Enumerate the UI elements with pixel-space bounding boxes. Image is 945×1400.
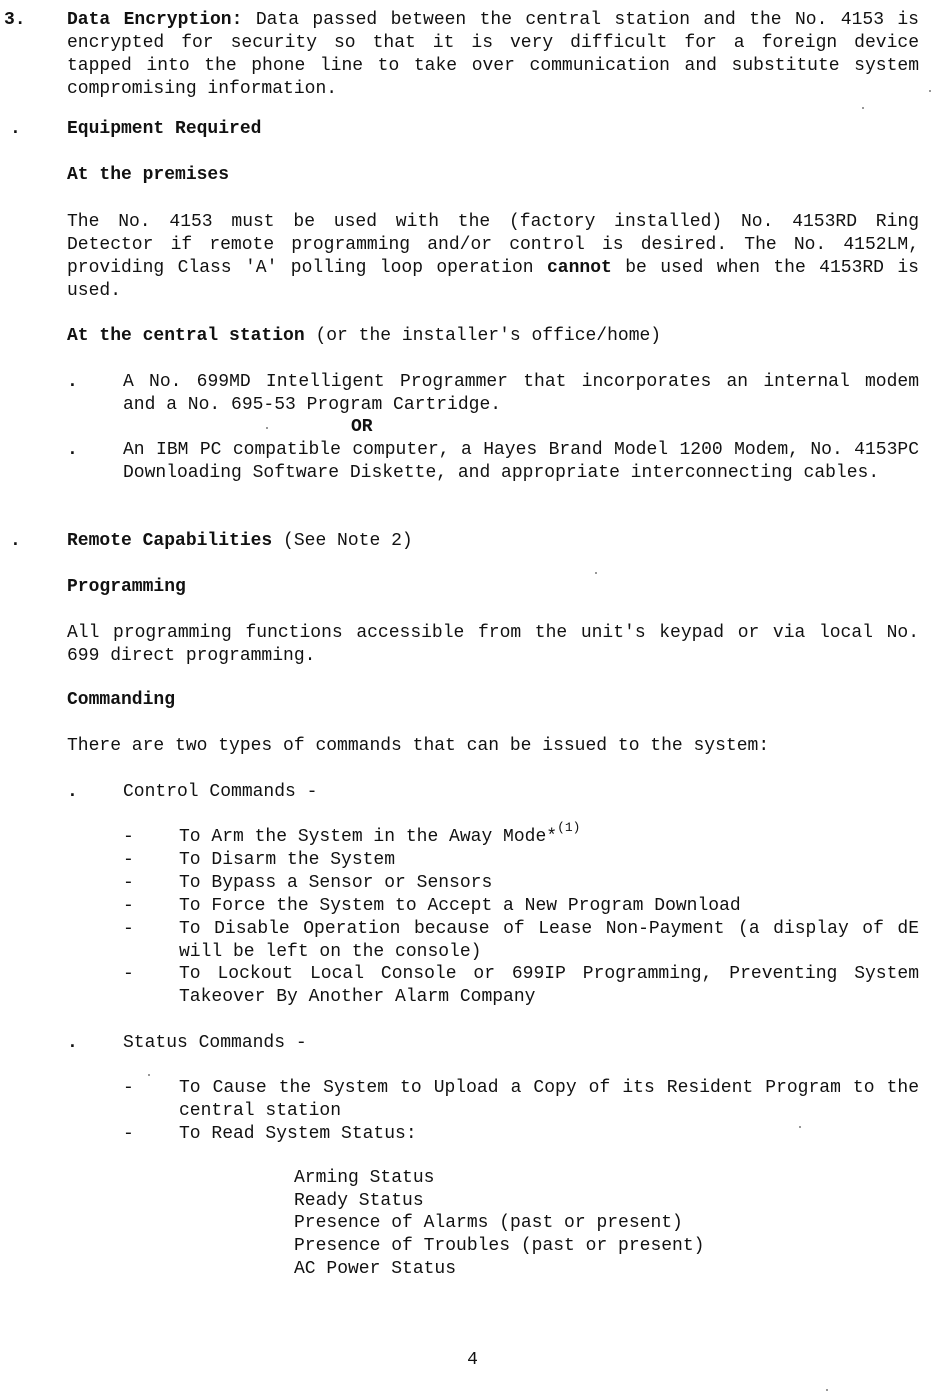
list-item: To Lockout Local Console or 699IP Programming, Preventing System Takeover By Another Alarm Company	[179, 964, 919, 1007]
scan-speck	[862, 107, 864, 109]
option-ibm-pc: An IBM PC compatible computer, a Hayes Brand Model 1200 Modem, No. 4153PC Downloading Software Diskette, and appropriate interconnecting cables.	[123, 440, 919, 483]
list-item: To Disarm the System	[179, 850, 396, 870]
list-item: To Force the System to Accept a New Program Download	[179, 896, 741, 916]
list-item: To Arm the System in the Away Mode*$^{(1)}$	[179, 820, 581, 847]
central-station-heading: At the central station	[67, 326, 305, 346]
control-commands-label: Control Commands -	[123, 782, 318, 802]
status-list-item: Presence of Alarms (past or present)	[294, 1213, 683, 1233]
section-number: 3.	[4, 10, 26, 30]
dash-marker: -	[123, 1078, 134, 1098]
bullet-marker: .	[10, 531, 21, 551]
at-premises-heading: At the premises	[67, 165, 230, 185]
equipment-required-heading: Equipment Required	[67, 119, 262, 139]
data-encryption-paragraph	[67, 9, 919, 101]
premises-text-2: be used when the 4153RD is used.	[67, 258, 919, 301]
scan-speck	[148, 1074, 150, 1076]
status-commands-label: Status Commands -	[123, 1033, 307, 1053]
scan-speck	[929, 90, 931, 92]
central-station-line	[67, 325, 661, 348]
premises-text-cannot: cannot	[547, 258, 612, 278]
scan-speck	[595, 572, 597, 574]
bullet-marker: .	[67, 372, 78, 392]
dash-marker: -	[123, 1124, 134, 1144]
commanding-paragraph: There are two types of commands that can be issued to the system:	[67, 736, 770, 756]
programming-heading: Programming	[67, 577, 186, 597]
premises-text-1: The No. 4153 must be used with the (factory installed) No. 4153RD Ring Detector if remote programming and/or control is desired. The No. 4152LM, providing Class 'A' polling loop operation	[67, 212, 919, 278]
remote-capabilities-heading: Remote Capabilities	[67, 531, 273, 551]
bullet-marker: .	[67, 782, 78, 802]
premises-paragraph	[67, 211, 919, 303]
status-list-item: Arming Status	[294, 1168, 435, 1188]
option-699md: A No. 699MD Intelligent Programmer that incorporates an internal modem and a No. 695-53 Program Cartridge.	[123, 372, 919, 415]
scan-speck	[799, 1126, 801, 1128]
list-item: To Disable Operation because of Lease Non-Payment (a display of dE will be left on the console)	[179, 919, 919, 962]
footnote-superscript: (1)	[557, 820, 581, 835]
programming-paragraph: All programming functions accessible from the unit's keypad or via local No. 699 direct programming.	[67, 623, 919, 666]
dash-marker: -	[123, 964, 134, 984]
dash-marker: -	[123, 827, 134, 847]
scan-speck	[266, 427, 268, 429]
central-station-note: (or the installer's office/home)	[315, 326, 662, 346]
scan-speck	[826, 1389, 828, 1391]
remote-capabilities-note: (See Note 2)	[283, 531, 413, 551]
dash-marker: -	[123, 873, 134, 893]
bullet-marker: .	[67, 1033, 78, 1053]
or-separator: OR	[351, 417, 373, 437]
dash-marker: -	[123, 850, 134, 870]
list-item: To Bypass a Sensor or Sensors	[179, 873, 493, 893]
commanding-heading: Commanding	[67, 690, 176, 710]
list-item: To Read System Status:	[179, 1124, 417, 1144]
dash-marker: -	[123, 919, 134, 939]
status-list-item: AC Power Status	[294, 1259, 457, 1279]
page-number: 4	[467, 1350, 478, 1370]
remote-capabilities-line	[67, 530, 413, 553]
dash-marker: -	[123, 896, 134, 916]
bullet-marker: .	[10, 119, 21, 139]
bullet-marker: .	[67, 440, 78, 460]
status-list-item: Ready Status	[294, 1191, 424, 1211]
list-item: To Cause the System to Upload a Copy of its Resident Program to the central station	[179, 1078, 919, 1121]
data-encryption-heading: Data Encryption:	[67, 10, 243, 30]
data-encryption-text: Data passed between the central station and the No. 4153 is encrypted for security so that it is very difficult for a foreign device tapped into the phone line to take over communication and substitute system compromising information.	[67, 10, 919, 99]
status-list-item: Presence of Troubles (past or present)	[294, 1236, 705, 1256]
